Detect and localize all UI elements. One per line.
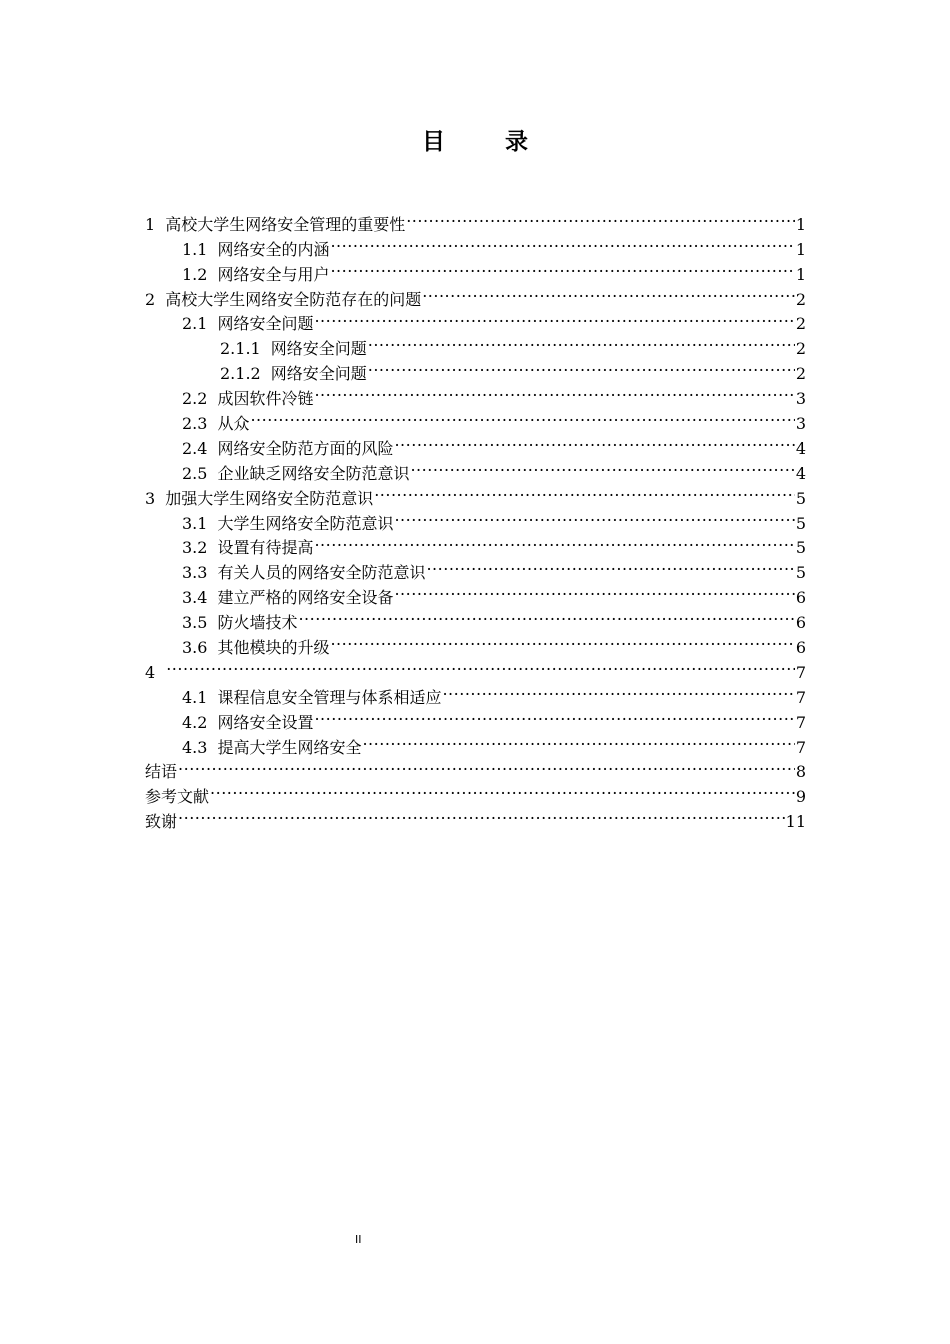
toc-entry-page: 5: [795, 488, 806, 508]
toc-dot-leader: [314, 529, 794, 554]
toc-entry-page: 7: [795, 737, 806, 757]
toc-dot-leader: [362, 728, 794, 753]
toc-entry-title: 加强大学生网络安全防范意识: [165, 488, 374, 508]
toc-entry-number: 1.2: [182, 264, 208, 284]
toc-dot-leader: [330, 628, 794, 653]
toc-entry-title: 网络安全设置: [217, 712, 314, 732]
toc-dot-leader: [314, 305, 794, 330]
toc-entry[interactable]: [145, 678, 806, 707]
toc-entry-title: 大学生网络安全防范意识: [217, 513, 394, 533]
toc-entry-page: 8: [795, 762, 806, 782]
toc-entry-number: 2.1.1: [220, 339, 261, 359]
toc-dot-leader: [368, 329, 795, 354]
toc-dot-leader: [394, 429, 794, 454]
toc-dot-leader: [394, 578, 794, 603]
toc-dot-leader: [314, 379, 794, 404]
toc-entry-page: 1: [795, 214, 806, 234]
toc-list: [145, 205, 806, 832]
toc-entry-title: 高校大学生网络安全防范存在的问题: [165, 289, 422, 309]
toc-entry-number: 1.1: [182, 239, 208, 259]
toc-entry-title: 结语: [145, 762, 178, 782]
toc-entry-number: 4.1: [182, 687, 208, 707]
toc-dot-leader: [442, 678, 794, 703]
toc-entry-page: 6: [795, 638, 806, 658]
toc-entry-title: 其他模块的升级: [217, 638, 330, 658]
toc-entry-title: 防火墙技术: [217, 613, 298, 633]
toc-dot-leader: [426, 553, 794, 578]
toc-entry-number: 4.3: [182, 737, 208, 757]
toc-entry-title: 参考文献: [145, 787, 210, 807]
toc-entry-title: 网络安全与用户: [217, 264, 330, 284]
toc-entry-title: 致谢: [145, 812, 178, 832]
toc-dot-leader: [178, 753, 795, 778]
toc-entry-title: 从众: [217, 414, 250, 434]
toc-entry-page: 2: [795, 364, 806, 384]
toc-entry-number: 1: [145, 214, 156, 234]
toc-entry-page: 3: [795, 414, 806, 434]
toc-entry-number: 4.2: [182, 712, 208, 732]
toc-entry-number: 2.4: [182, 438, 208, 458]
toc-entry-title: 设置有待提高: [217, 538, 314, 558]
toc-entry-title: 提高大学生网络安全: [217, 737, 362, 757]
toc-entry-page: 2: [795, 314, 806, 334]
toc-entry-page: 7: [795, 662, 806, 682]
toc-entry-number: 2.1: [182, 314, 208, 334]
toc-entry-page: 5: [795, 538, 806, 558]
toc-title: 目 录: [421, 128, 554, 155]
toc-entry-title: 有关人员的网络安全防范意识: [217, 563, 426, 583]
toc-entry-number: 3.4: [182, 588, 208, 608]
toc-entry-page: 6: [795, 588, 806, 608]
toc-entry-title: 网络安全防范方面的风险: [217, 438, 394, 458]
toc-entry-page: 4: [795, 463, 806, 483]
toc-entry-page: 1: [795, 264, 806, 284]
toc-dot-leader: [298, 603, 794, 628]
toc-entry-number: 3.1: [182, 513, 208, 533]
toc-entry-page: 11: [785, 812, 806, 832]
toc-entry-number: 2: [145, 289, 156, 309]
toc-entry[interactable]: [145, 753, 806, 782]
toc-dot-leader: [166, 653, 795, 678]
toc-dot-leader: [330, 255, 794, 280]
toc-entry-page: 2: [795, 339, 806, 359]
toc-dot-leader: [210, 777, 795, 802]
toc-entry-title: 成因软件冷链: [217, 389, 314, 409]
toc-entry[interactable]: [145, 205, 806, 234]
toc-entry-page: 7: [795, 712, 806, 732]
toc-entry-page: 7: [795, 687, 806, 707]
toc-entry-title: 建立严格的网络安全设备: [217, 588, 394, 608]
toc-entry-page: 2: [795, 289, 806, 309]
toc-dot-leader: [394, 504, 794, 529]
toc-dot-leader: [250, 404, 794, 429]
toc-entry-number: 3: [145, 488, 156, 508]
toc-entry-page: 6: [795, 613, 806, 633]
page-number: II: [355, 1233, 362, 1246]
toc-dot-leader: [330, 230, 794, 255]
toc-entry-number: 2.1.2: [220, 364, 261, 384]
toc-entry-number: 2.3: [182, 414, 208, 434]
toc-entry-page: 3: [795, 389, 806, 409]
toc-dot-leader: [314, 703, 794, 728]
toc-entry-page: 1: [795, 239, 806, 259]
toc-dot-leader: [410, 454, 794, 479]
toc-entry-page: 5: [795, 563, 806, 583]
toc-dot-leader: [406, 205, 795, 230]
toc-dot-leader: [368, 354, 795, 379]
toc-entry-title: 高校大学生网络安全管理的重要性: [165, 214, 406, 234]
toc-entry-title: 网络安全的内涵: [217, 239, 330, 259]
toc-entry-number: 2.5: [182, 463, 208, 483]
toc-entry-title: 网络安全问题: [270, 364, 367, 384]
toc-entry-number: 3.3: [182, 563, 208, 583]
toc-entry-page: 5: [795, 513, 806, 533]
toc-entry-number: 4: [145, 662, 156, 682]
toc-entry[interactable]: [145, 777, 806, 807]
toc-entry-title: 网络安全问题: [217, 314, 314, 334]
toc-entry-number: 3.2: [182, 538, 208, 558]
toc-entry-number: 3.5: [182, 613, 208, 633]
toc-entry-number: 2.2: [182, 389, 208, 409]
toc-entry[interactable]: [145, 653, 806, 682]
toc-entry-title: 企业缺乏网络安全防范意识: [217, 463, 410, 483]
toc-dot-leader: [178, 802, 785, 827]
toc-entry-number: 3.6: [182, 638, 208, 658]
toc-entry[interactable]: [145, 802, 806, 832]
toc-entry-page: 4: [795, 438, 806, 458]
toc-entry-page: 9: [795, 787, 806, 807]
toc-dot-leader: [374, 479, 795, 504]
toc-entry-title: 课程信息安全管理与体系相适应: [217, 687, 442, 707]
toc-entry-title: 网络安全问题: [270, 339, 367, 359]
toc-dot-leader: [422, 280, 795, 305]
